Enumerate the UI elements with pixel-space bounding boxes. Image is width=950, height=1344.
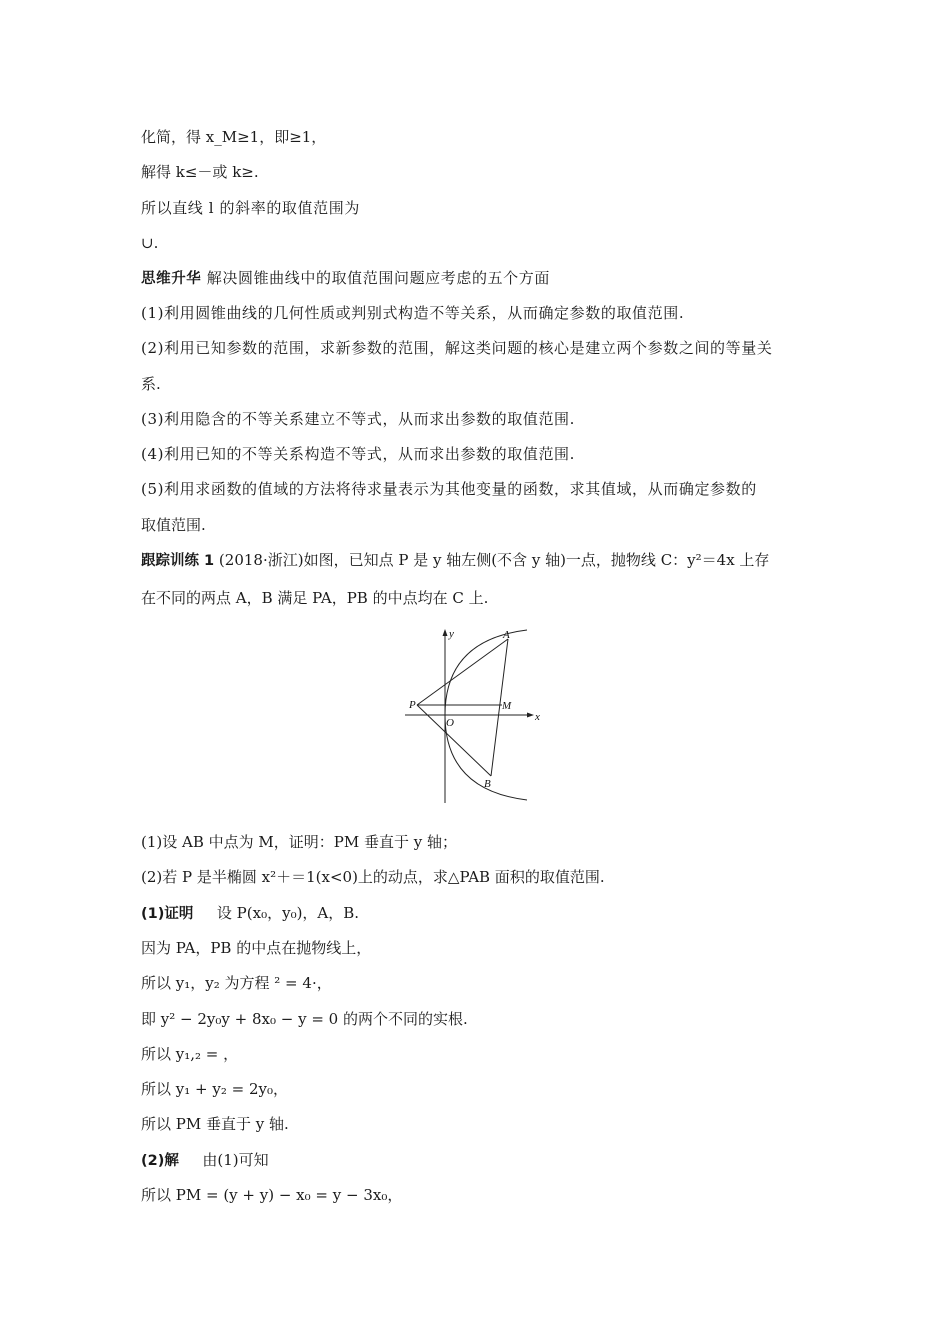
text-line (141, 938, 821, 958)
text-line (141, 444, 821, 464)
point-B-label: B (484, 778, 491, 790)
text-line (141, 832, 821, 852)
line-text: 设 P(x₀，y₀)，A，B. (216, 904, 360, 922)
y-axis-label: y (449, 628, 454, 640)
line-text: 在不同的两点 A，B 满足 PA，PB 的中点均在 C 上. (141, 589, 489, 607)
section-label: (1)证明 (141, 906, 194, 922)
line-text: 所以 y₁,₂ = ， (141, 1045, 239, 1063)
line-text: ∪. (141, 234, 159, 252)
line-text: 系. (141, 375, 161, 393)
section-label: 思维升华 (141, 271, 202, 287)
line-text: (2)利用已知参数的范围，求新参数的范围，解这类问题的核心是建立两个参数之间的等量关 (141, 339, 773, 357)
line-text: (4)利用已知的不等关系构造不等式，从而求出参数的取值范围. (141, 445, 576, 463)
point-P-label: P (409, 699, 416, 711)
segment-PA (417, 639, 508, 705)
text-line (141, 479, 821, 499)
line-text: 解决圆锥曲线中的取值范围问题应考虑的五个方面 (206, 269, 550, 287)
text-line (141, 374, 821, 394)
line-text: (5)利用求函数的值域的方法将待求量表示为其他变量的函数，求其值域，从而确定参数的 (141, 480, 757, 498)
line-text: 由(1)可知 (202, 1151, 269, 1169)
text-line (141, 588, 821, 608)
point-M-label: M (502, 700, 512, 712)
text-line (141, 1114, 821, 1134)
line-text: (1)设 AB 中点为 M，证明：PM 垂直于 y 轴； (141, 833, 457, 851)
text-line (141, 233, 821, 253)
text-line (141, 127, 821, 147)
text-line (141, 162, 821, 182)
x-axis-arrow (527, 713, 534, 718)
segment-PB (417, 705, 491, 776)
summary-heading (141, 268, 821, 289)
line-text: 因为 PA，PB 的中点在抛物线上， (141, 939, 372, 957)
text-line (141, 867, 821, 887)
point-A-label: A (503, 629, 510, 641)
exercise-heading (141, 550, 821, 571)
text-line (141, 1079, 821, 1099)
point-O-label: O (446, 717, 454, 729)
section-label: (2)解 (141, 1153, 179, 1169)
line-text: (2)若 P 是半椭圆 x²＋＝1(x<0)上的动点，求△PAB 面积的取值范围. (141, 868, 605, 886)
text-line (141, 1044, 821, 1064)
y-axis-arrow (443, 629, 448, 636)
parabola-figure (405, 625, 545, 803)
text-line (141, 1009, 821, 1029)
line-text: 即 y² − 2y₀y + 8x₀ − y = 0 的两个不同的实根. (141, 1010, 468, 1028)
line-text: 所以 PM 垂直于 y 轴. (141, 1115, 289, 1133)
text-line (141, 303, 821, 323)
line-text: 所以 PM = (y + y) − x₀ = y − 3x₀， (141, 1186, 403, 1204)
text-line (141, 409, 821, 429)
line-text: 化简，得 x_M≥1，即≥1， (141, 128, 327, 146)
line-text: (1)利用圆锥曲线的几何性质或判别式构造不等关系，从而确定参数的取值范围. (141, 304, 685, 322)
text-line (141, 973, 821, 993)
line-text: 所以 y₁ + y₂ = 2y₀， (141, 1080, 288, 1098)
x-axis-label: x (535, 711, 540, 723)
parabola-diagram (405, 625, 545, 803)
line-text: 解得 k≤－或 k≥. (141, 163, 259, 181)
line-text: 取值范围. (141, 516, 206, 534)
text-line (141, 338, 821, 358)
line-text: (2018·浙江)如图，已知点 P 是 y 轴左侧(不含 y 轴)一点，抛物线 C：y²＝4x 上存 (218, 551, 770, 569)
text-line (141, 198, 821, 218)
line-text: 所以 y₁，y₂ 为方程 ² = 4·， (141, 974, 332, 992)
solution-heading (141, 1150, 821, 1171)
text-line (141, 515, 821, 535)
section-label: 跟踪训练 1 (141, 553, 215, 569)
line-text: 所以直线 l 的斜率的取值范围为 (141, 199, 360, 217)
proof-heading (141, 903, 821, 924)
line-text: (3)利用隐含的不等关系建立不等式，从而求出参数的取值范围. (141, 410, 576, 428)
text-line (141, 1185, 821, 1205)
